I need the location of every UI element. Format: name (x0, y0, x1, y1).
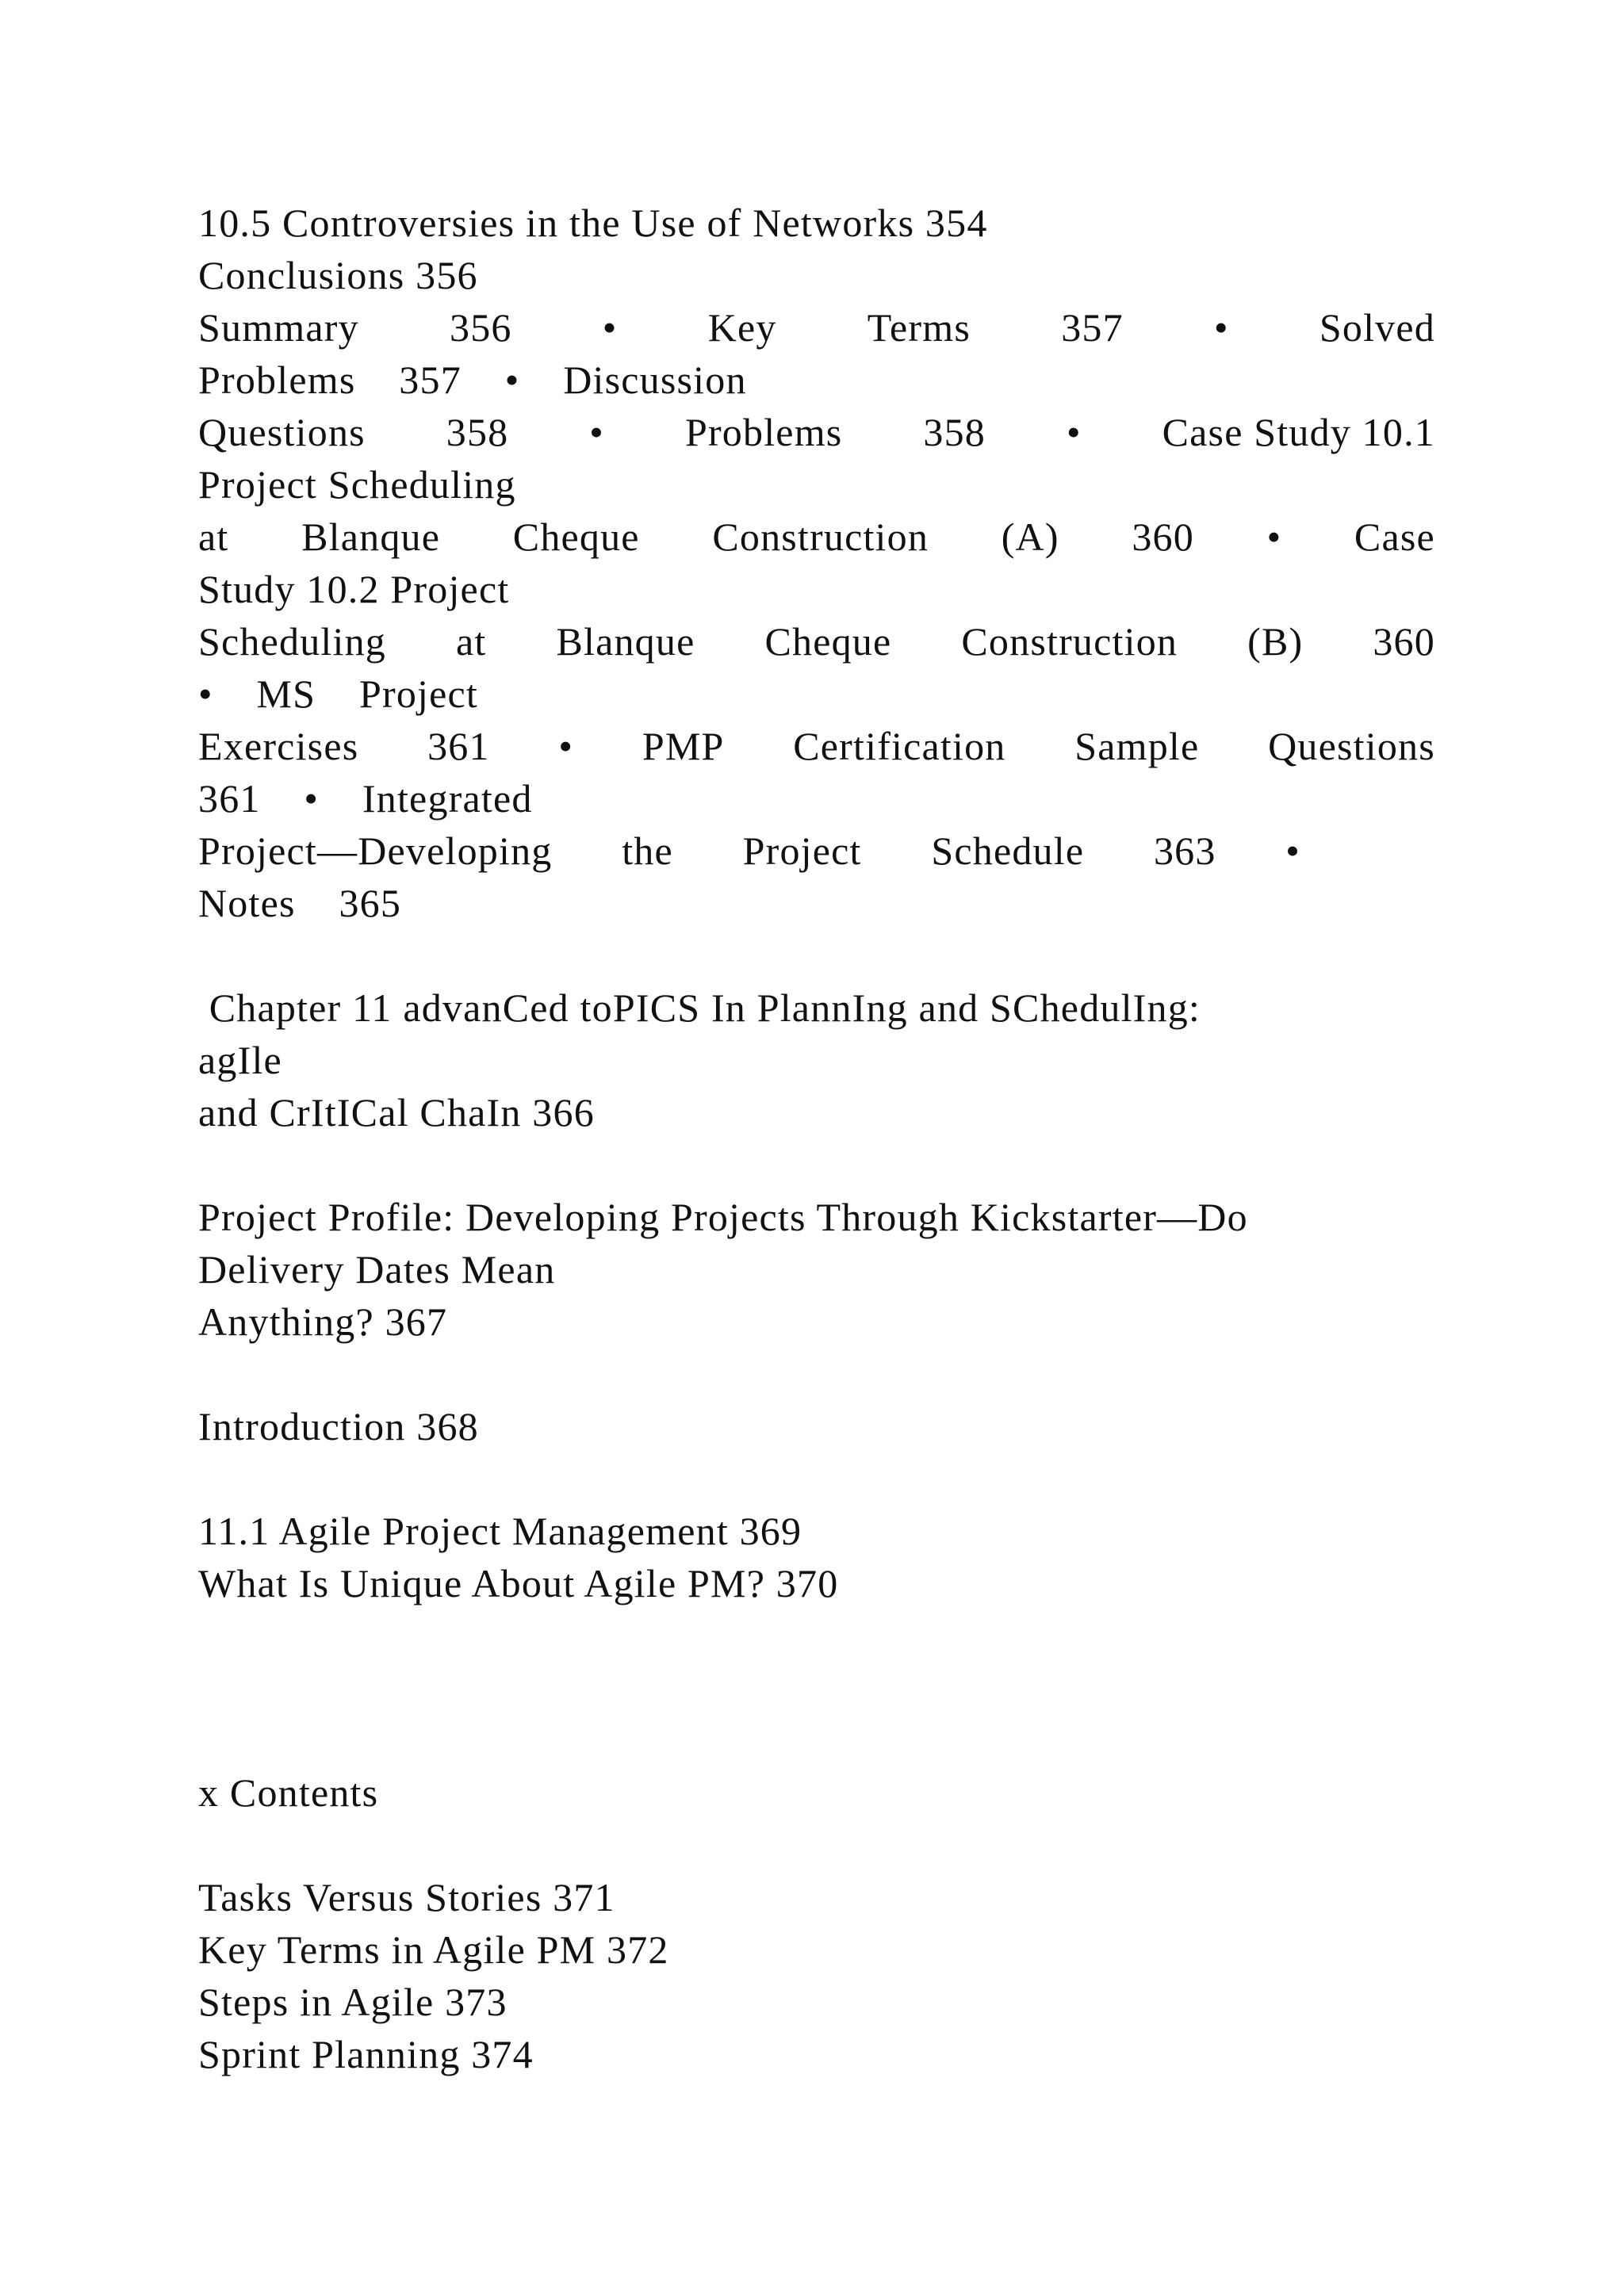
word: Terms (867, 305, 971, 350)
text-line: 11.1 Agile Project Management 369 (198, 1509, 802, 1553)
text-line: Delivery Dates Mean (198, 1247, 556, 1292)
word: • (1285, 828, 1300, 873)
word: PMP (642, 724, 725, 768)
word: the (622, 828, 673, 873)
word: (B) (1247, 619, 1304, 664)
text-line-justified (198, 825, 1300, 877)
word: Solved (1319, 305, 1435, 350)
text-line: What Is Unique About Agile PM? 370 (198, 1561, 839, 1605)
word: Construction (961, 619, 1178, 664)
word: Cheque (512, 515, 640, 559)
text-line: 10.5 Controversies in the Use of Networks 354 (198, 201, 988, 245)
text-line: • MS Project (198, 672, 478, 716)
word: 360 (1132, 515, 1194, 559)
chapter-heading: Chapter 11 advanCed toPICS In PlannIng and SChedulIng: (198, 985, 1201, 1030)
word: Scheduling (198, 619, 386, 664)
word: Case Study 10.1 (1162, 410, 1435, 454)
text-line: Anything? 367 (198, 1299, 448, 1344)
word: at (198, 515, 229, 559)
word: Sample (1074, 724, 1200, 768)
text-line: Problems 357 • Discussion (198, 358, 747, 402)
word: • (1213, 305, 1229, 350)
word: Cheque (764, 619, 892, 664)
word: • (1066, 410, 1082, 454)
word: • (602, 305, 618, 350)
word: Exercises (198, 724, 359, 768)
word: 357 (1061, 305, 1124, 350)
text-line: Notes 365 (198, 881, 402, 925)
word: 361 (427, 724, 490, 768)
text-line: Sprint Planning 374 (198, 2032, 534, 2076)
word: Schedule (931, 828, 1085, 873)
word: • (1266, 515, 1282, 559)
word: 358 (446, 410, 509, 454)
word: Summary (198, 305, 359, 350)
word: Certification (793, 724, 1006, 768)
word: Case (1354, 515, 1435, 559)
word: Project—Developing (198, 828, 553, 873)
text-line-justified (198, 406, 1435, 458)
text-line: Key Terms in Agile PM 372 (198, 1927, 669, 1972)
word: Blanque (556, 619, 695, 664)
word: 363 (1153, 828, 1216, 873)
word: Key (707, 305, 777, 350)
word: Project (742, 828, 862, 873)
text-line: Study 10.2 Project (198, 567, 510, 611)
word: Blanque (301, 515, 441, 559)
text-line: Tasks Versus Stories 371 (198, 1875, 615, 1919)
word: 356 (450, 305, 512, 350)
word: Questions (1268, 724, 1435, 768)
text-line-justified (198, 301, 1435, 354)
running-header: x Contents (198, 1770, 379, 1815)
word: 358 (923, 410, 986, 454)
word: Problems (684, 410, 843, 454)
word: • (589, 410, 605, 454)
text-line-justified (198, 720, 1435, 772)
text-line: Conclusions 356 (198, 253, 478, 297)
chapter-heading: agIle (198, 1038, 282, 1082)
word: 360 (1373, 619, 1435, 664)
text-line: Steps in Agile 373 (198, 1980, 508, 2024)
text-line: Introduction 368 (198, 1404, 479, 1448)
word: • (558, 724, 574, 768)
word: Questions (198, 410, 366, 454)
text-line: 361 • Integrated (198, 776, 533, 821)
word: at (455, 619, 487, 664)
word: (A) (1001, 515, 1059, 559)
text-line-justified (198, 511, 1435, 563)
text-line: Project Scheduling (198, 462, 516, 507)
word: Construction (712, 515, 929, 559)
chapter-heading: and CrItICal ChaIn 366 (198, 1090, 595, 1135)
text-line: Project Profile: Developing Projects Through Kickstarter—Do (198, 1195, 1248, 1239)
text-line-justified (198, 615, 1435, 668)
